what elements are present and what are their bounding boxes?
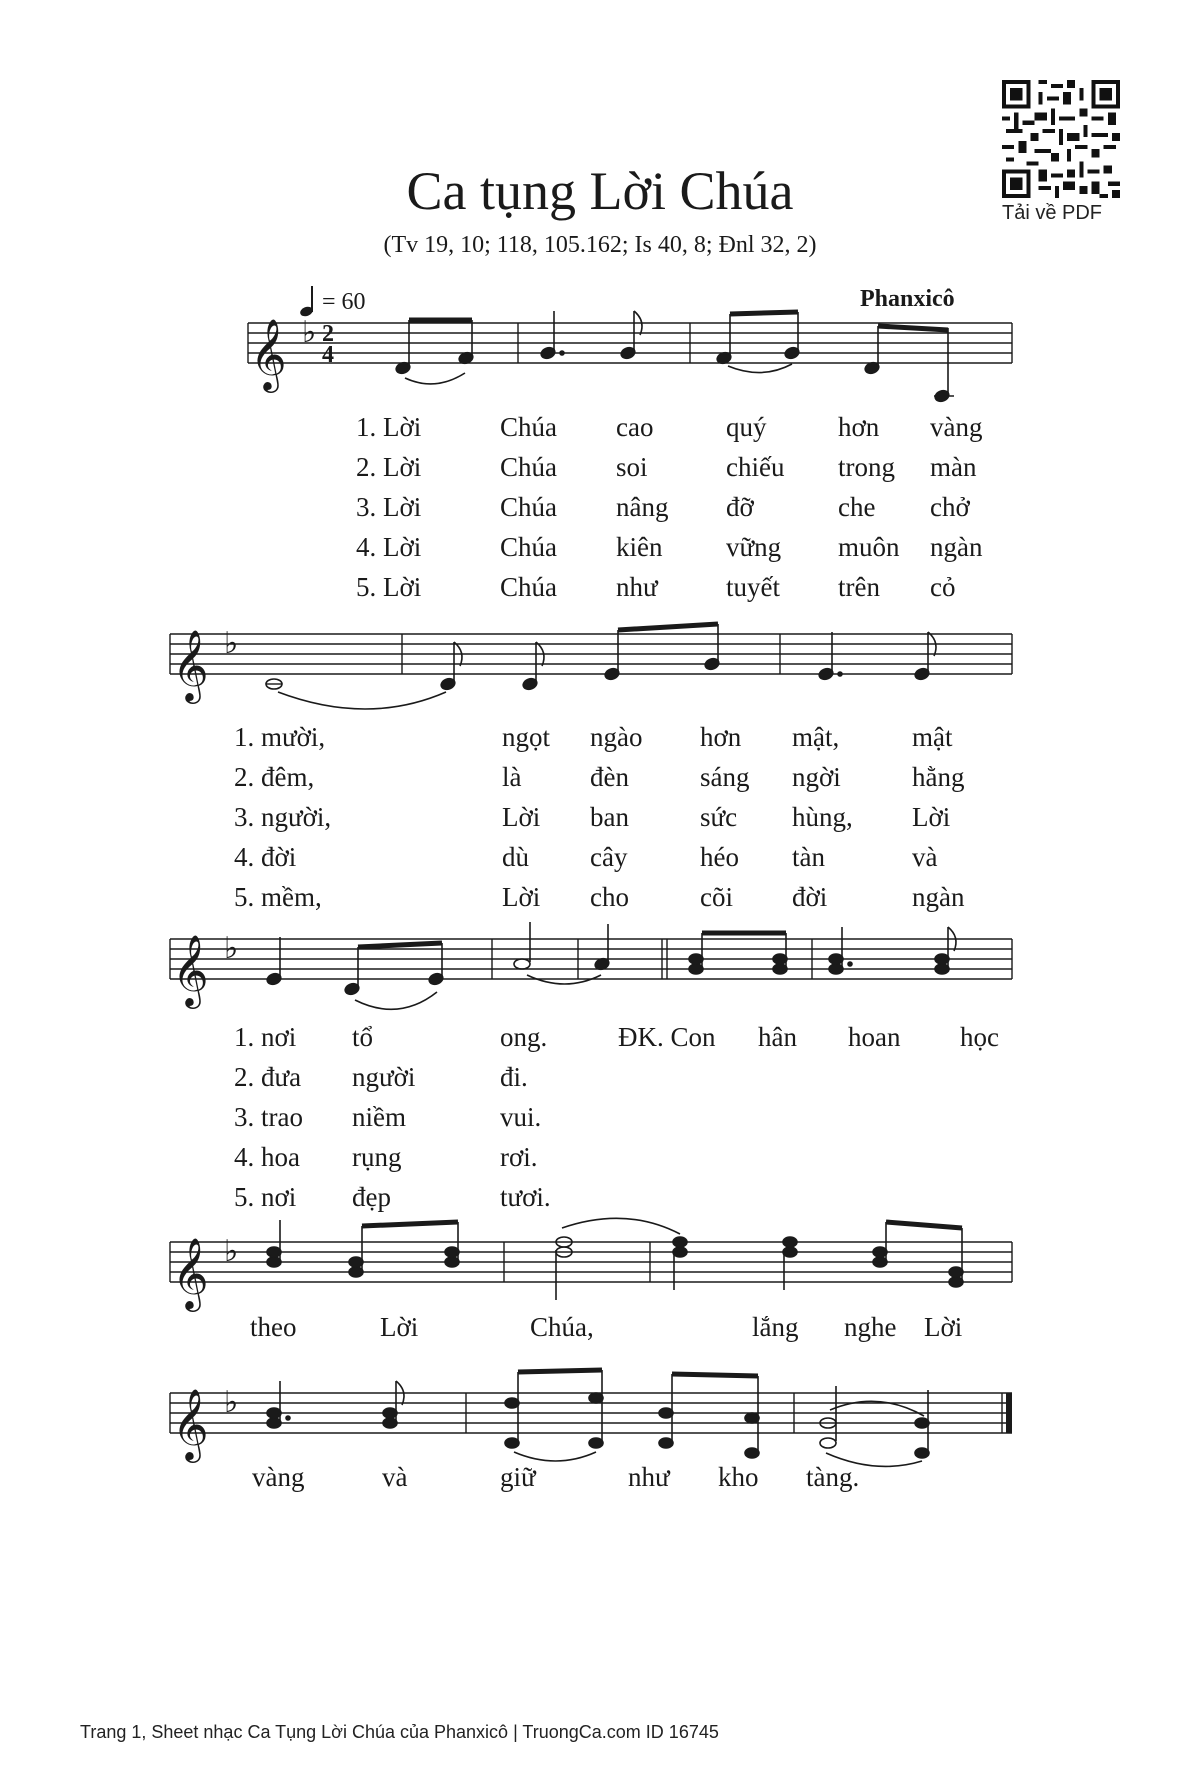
lyric-syllable: Lời [502, 882, 541, 912]
lyric-syllable: và [382, 1462, 408, 1492]
lyric-syllable: lắng [752, 1312, 799, 1342]
lyric-syllable: ong. [500, 1022, 548, 1052]
lyric-syllable: 4. Lời [356, 532, 422, 562]
treble-clef-icon: 𝄞 [172, 628, 209, 701]
lyric-syllable: muôn [838, 532, 900, 562]
tempo-value: = 60 [322, 289, 366, 315]
lyric-syllable: rụng [352, 1142, 402, 1172]
lyric-syllable: mật, [792, 722, 840, 752]
lyric-syllable: Chúa [500, 412, 557, 442]
flat-icon: ♭ [302, 315, 317, 350]
lyric-syllable: 1. mười, [234, 722, 326, 752]
lyric-syllable: đèn [590, 762, 629, 792]
lyric-syllable: Chúa [500, 532, 557, 562]
lyric-syllable: người [352, 1062, 416, 1092]
treble-clef-icon: 𝄞 [172, 1387, 209, 1460]
lyric-syllable: Chúa, [530, 1312, 594, 1342]
lyric-syllable: hằng [912, 762, 965, 792]
lyric-syllable: dù [502, 842, 529, 872]
lyric-syllable: chiếu [726, 452, 785, 482]
time-signature-bottom: 4 [322, 342, 334, 368]
lyric-syllable: ngọt [502, 722, 551, 752]
lyric-syllable: là [502, 762, 522, 792]
lyric-syllable: tổ [352, 1022, 374, 1052]
lyric-syllable: vui. [500, 1102, 542, 1132]
lyric-syllable: theo [250, 1312, 297, 1342]
lyric-syllable: Chúa [500, 452, 557, 482]
lyric-syllable: đẹp [352, 1182, 391, 1212]
lyric-syllable: 2. đêm, [234, 762, 315, 792]
lyric-syllable: tuyết [726, 572, 780, 602]
page-title: Ca tụng Lời Chúa [406, 161, 794, 221]
lyric-syllable: hoan [848, 1022, 901, 1052]
lyric-syllable: đỡ [726, 492, 754, 522]
lyric-syllable: kiên [616, 532, 663, 562]
lyric-syllable: Lời [380, 1312, 419, 1342]
lyric-syllable: trong [838, 452, 895, 482]
staff-3 [170, 939, 1012, 979]
lyric-syllable: ĐK. Con [618, 1022, 716, 1052]
lyric-syllable: Chúa [500, 572, 557, 602]
staff-2 [170, 634, 1012, 674]
lyric-syllable: 5. mềm, [234, 882, 322, 912]
lyric-syllable: 3. Lời [356, 492, 422, 522]
lyric-syllable: ngời [792, 762, 841, 792]
treble-clef-icon: 𝄞 [172, 933, 209, 1006]
lyric-syllable: 2. Lời [356, 452, 422, 482]
lyric-syllable: 3. người, [234, 802, 332, 832]
scripture-reference: (Tv 19, 10; 118, 105.162; Is 40, 8; Đnl 32, 2) [383, 232, 817, 258]
lyric-syllable: 1. Lời [356, 412, 422, 442]
lyric-syllable: vàng [252, 1462, 305, 1492]
treble-clef-icon: 𝄞 [172, 1236, 209, 1309]
lyric-syllable: Chúa [500, 492, 557, 522]
lyric-syllable: màn [930, 452, 977, 482]
flat-icon: ♭ [224, 626, 239, 661]
lyric-syllable: đi. [500, 1062, 528, 1092]
lyric-syllable: ban [590, 802, 629, 832]
lyric-syllable: 4. đời [234, 842, 297, 872]
lyric-syllable: 5. Lời [356, 572, 422, 602]
lyric-syllable: hơn [838, 412, 880, 442]
lyric-syllable: nghe [844, 1312, 897, 1342]
lyric-syllable: rơi. [500, 1142, 538, 1172]
lyric-syllable: cõi [700, 882, 733, 912]
lyric-syllable: sáng [700, 762, 750, 792]
lyric-syllable: và [912, 842, 938, 872]
lyric-syllable: hơn [700, 722, 742, 752]
time-signature-top: 2 [322, 321, 334, 347]
lyric-syllable: kho [718, 1462, 759, 1492]
lyric-syllable: giữ [500, 1462, 536, 1492]
lyric-syllable: chở [930, 492, 970, 522]
lyric-syllable: như [616, 572, 658, 602]
lyric-syllable: 4. hoa [234, 1142, 300, 1172]
lyric-syllable: học [960, 1022, 999, 1052]
lyric-syllable: 2. đưa [234, 1062, 302, 1092]
lyric-syllable: cây [590, 842, 628, 872]
lyric-syllable: tươi. [500, 1182, 551, 1212]
download-pdf-link[interactable]: Tải về PDF [1002, 202, 1103, 224]
lyric-syllable: cao [616, 412, 654, 442]
flat-icon: ♭ [224, 1234, 239, 1269]
lyric-syllable: Lời [912, 802, 951, 832]
lyric-syllable: tàn [792, 842, 825, 872]
lyric-syllable: ngào [590, 722, 643, 752]
treble-clef-icon: 𝄞 [250, 317, 287, 390]
lyric-syllable: ngàn [930, 532, 983, 562]
lyric-syllable: niềm [352, 1102, 406, 1132]
lyric-syllable: 5. nơi [234, 1182, 297, 1212]
lyric-syllable: nâng [616, 492, 669, 522]
lyric-syllable: quý [726, 412, 767, 442]
flat-icon: ♭ [224, 1385, 239, 1420]
lyric-syllable: soi [616, 452, 648, 482]
lyric-syllable: như [628, 1462, 670, 1492]
lyric-syllable: 3. trao [234, 1102, 303, 1132]
lyric-syllable: mật [912, 722, 953, 752]
lyric-syllable: cỏ [930, 572, 956, 602]
flat-icon: ♭ [224, 931, 239, 966]
lyric-syllable: vàng [930, 412, 983, 442]
composer-name: Phanxicô [860, 286, 955, 312]
lyric-syllable: ngàn [912, 882, 965, 912]
lyric-syllable: 1. nơi [234, 1022, 297, 1052]
lyric-syllable: hân [758, 1022, 797, 1052]
lyric-syllable: đời [792, 882, 828, 912]
lyric-syllable: sức [700, 802, 738, 832]
lyric-syllable: Lời [502, 802, 541, 832]
lyric-syllable: cho [590, 882, 629, 912]
lyric-syllable: tàng. [806, 1462, 860, 1492]
lyric-syllable: Lời [924, 1312, 963, 1342]
lyric-syllable: hùng, [792, 802, 853, 832]
lyric-syllable: che [838, 492, 876, 522]
lyric-syllable: trên [838, 572, 880, 602]
lyric-syllable: héo [700, 842, 739, 872]
page-footer: Trang 1, Sheet nhạc Ca Tụng Lời Chúa của Phanxicô | TruongCa.com ID 16745 [80, 1722, 719, 1742]
lyric-syllable: vững [726, 532, 782, 562]
